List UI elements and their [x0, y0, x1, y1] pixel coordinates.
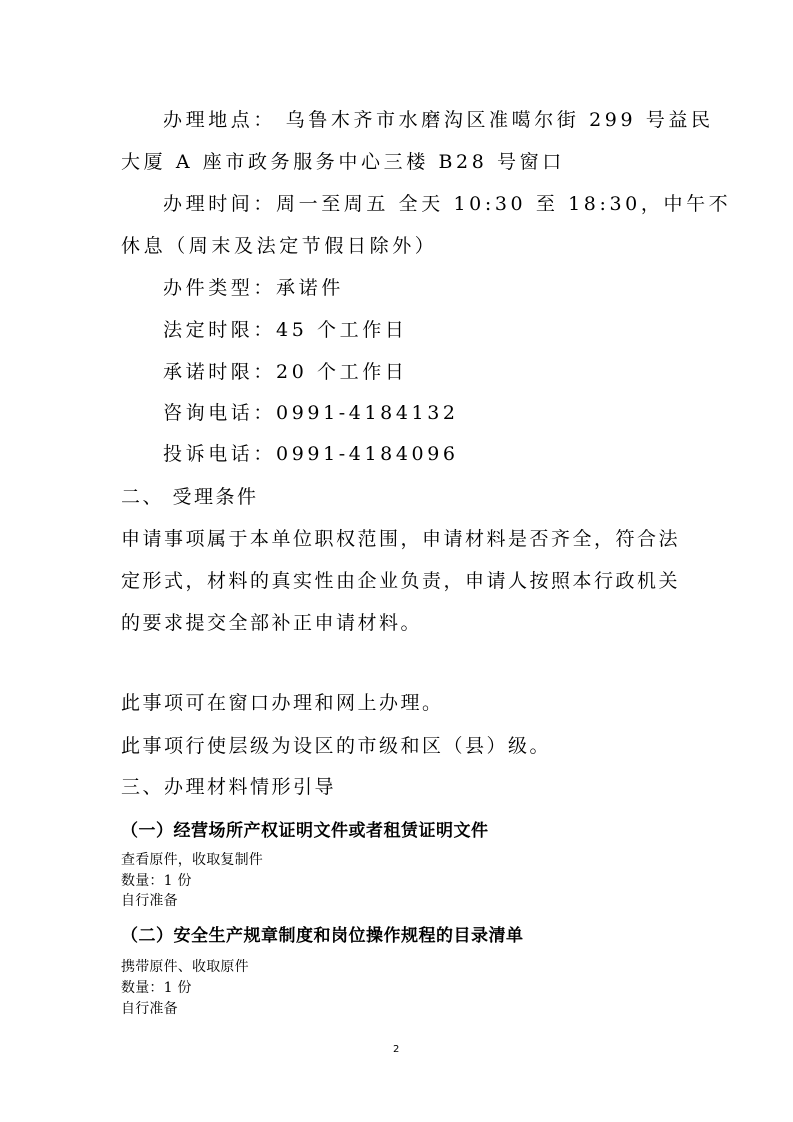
section-2-para-line-2: 定形式，材料的真实性由企业负责，申请人按照本行政机关: [121, 570, 681, 592]
section-2-para-line-1: 申请事项属于本单位职权范围，申请材料是否齐全，符合法: [121, 528, 681, 550]
hours-line-2: 休息（周末及法定节假日除外）: [121, 235, 438, 257]
location-line-2: 大厦 A 座市政务服务中心三楼 B28 号窗口: [121, 151, 565, 173]
consult-phone-line: 咨询电话：0991-4184132: [163, 402, 459, 424]
material-2-title: （二）安全生产规章制度和岗位操作规程的目录清单: [121, 926, 524, 946]
section-3-heading: 三、办理材料情形引导: [121, 776, 337, 798]
material-1-source: 自行准备: [121, 893, 178, 909]
material-2-quantity: 数量：1 份: [121, 980, 192, 996]
section-2-para-line-3: 的要求提交全部补正申请材料。: [121, 612, 423, 634]
promise-limit-line: 承诺时限：20 个工作日: [163, 361, 408, 383]
complaint-phone-line: 投诉电话：0991-4184096: [163, 443, 459, 465]
material-1-quantity: 数量：1 份: [121, 873, 192, 889]
material-1-handling: 查看原件，收取复制件: [121, 852, 263, 868]
level-note: 此事项行使层级为设区的市级和区（县）级。: [121, 735, 552, 757]
material-2-source: 自行准备: [121, 1001, 178, 1017]
channel-note: 此事项可在窗口办理和网上办理。: [121, 692, 444, 714]
hours-line-1: 办理时间：周一至周五 全天 10:30 至 18:30，中午不: [163, 193, 732, 215]
type-line: 办件类型：承诺件: [163, 277, 344, 299]
section-2-heading: 二、 受理条件: [121, 486, 259, 508]
legal-limit-line: 法定时限：45 个工作日: [163, 319, 408, 341]
location-line-1: 办理地点： 乌鲁木齐市水磨沟区准噶尔街 299 号益民: [163, 109, 714, 131]
material-2-handling: 携带原件、收取原件: [121, 959, 249, 975]
material-1-title: （一）经营场所产权证明文件或者租赁证明文件: [121, 821, 489, 841]
page-number: 2: [393, 1044, 400, 1055]
